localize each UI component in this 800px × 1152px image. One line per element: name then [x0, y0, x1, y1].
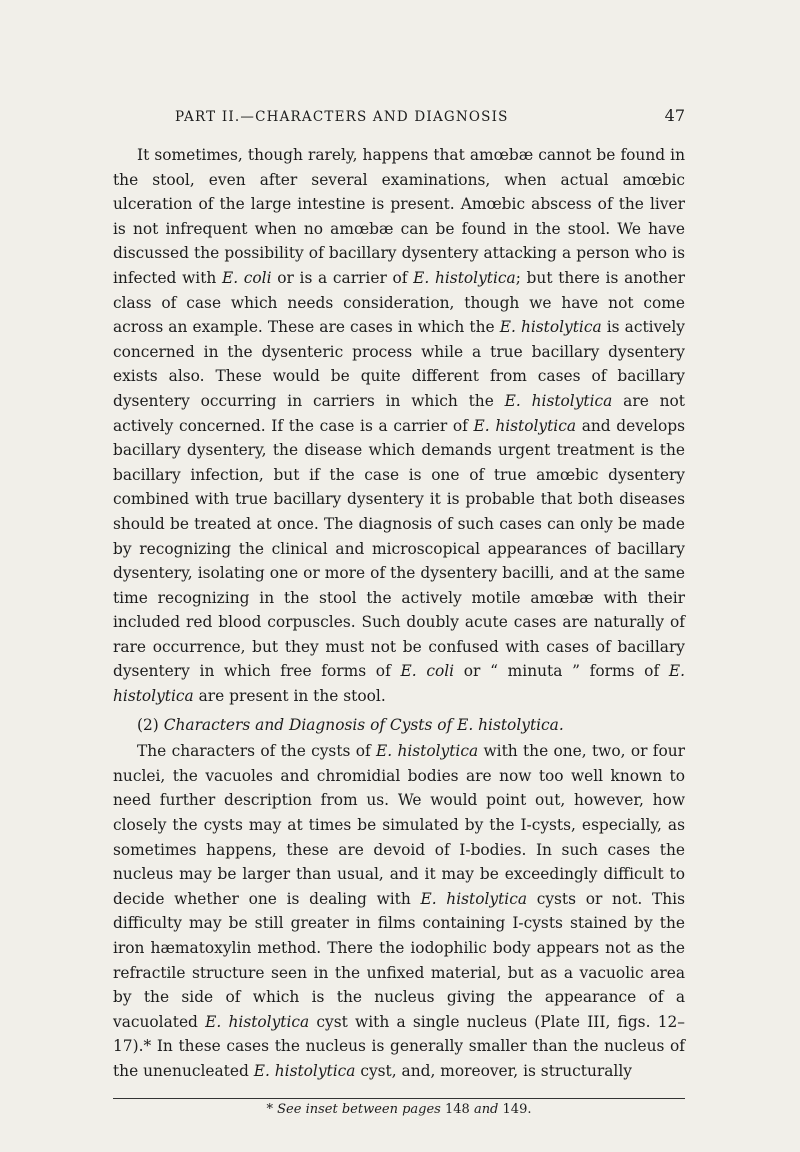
footnote-rule [113, 1098, 685, 1099]
footnote-and: and [473, 1102, 499, 1117]
species-name: E. histolytica [420, 889, 527, 908]
text-run: are present in the stool. [193, 687, 386, 706]
species-name: E. histolytica [473, 416, 577, 435]
text-run: cysts or not. This difficulty may be still greater in films containing I-cysts stained by the iron hæmatoxylin method. There the iodophilic body appears not as the refractile structure seen in the unfixed material, but as a vacuolic area by the side of which is the nucleus giving the appearance of a vacuolated [113, 889, 685, 1031]
text-run: The characters of the cysts of [137, 742, 376, 761]
running-header [175, 106, 685, 125]
text-run: with the one, two, or four nuclei, the vacuoles and chromidial bodies are now too well known to need further description from us. We would point out, however, how closely the cysts may at times be simulated by the I-cysts, especially, as sometimes happens, these are devoid of I-bodies. In such cases the nucleus may be larger than usual, and it may be exceedingly difficult to decide whether one is dealing with [113, 742, 685, 908]
species-name: E. coli [400, 662, 455, 681]
text-run: cyst with a single nucleus (Plate III, figs. 12–17).* In these cases the nucleus is generally smaller than the nucleus of the unenucleated [113, 1012, 685, 1080]
species-name: E. histolytica [376, 742, 479, 761]
text-run: and develops bacillary dysentery, the disease which demands urgent treatment is the bacillary infection, but if the case is one of true amœbic dysentery combined with true bacillary dysentery it is probable that both diseases should be treated at once. The diagnosis of such cases can only be made by recognizing the clinical and microscopical appearances of bacillary dysentery, isolating one or more of the dysentery bacilli, and at the same time recognizing in the stool the actively motile amœbæ with their included red blood corpuscles. Such doubly acute cases are naturally of rare occurrence, but they must not be confused with cases of bacillary dysentery in which free forms of [113, 416, 685, 681]
species-name: E. histolytica [113, 662, 685, 706]
species-name: E. histolytica [413, 268, 516, 287]
footnote-page: 149. [498, 1102, 532, 1117]
text-run: ; but there is another class of case which needs consideration, though we have not come across an example. These are cases in which the [113, 268, 685, 337]
species-name: E. histolytica [253, 1061, 356, 1080]
species-name: E. histolytica [499, 318, 602, 337]
text-run: are not actively concerned. If the case is a carrier of [113, 391, 685, 435]
footnote-italic: See inset between pages [277, 1102, 441, 1117]
paragraph-1 [113, 143, 685, 709]
paragraph-2 [113, 739, 685, 1083]
text-run: cyst, and, moreover, is structurally [355, 1061, 632, 1080]
section-number: (2) [137, 715, 164, 734]
species-name: E. histolytica [504, 391, 613, 410]
footnote-page: 148 [440, 1102, 474, 1117]
footnote [113, 1102, 685, 1117]
text-run: is actively concerned in the dysenteric process while a true bacillary dysentery exists also. These would be quite different from cases of bacillary dysentery occurring in carriers in which the [113, 318, 685, 410]
body-text [113, 143, 685, 1084]
footnote-marker: * [266, 1102, 278, 1117]
text-run: or “ minuta ” forms of [454, 662, 669, 681]
text-run: or is a carrier of [271, 268, 414, 287]
running-title: PART II.—CHARACTERS AND DIAGNOSIS [175, 109, 509, 125]
species-name: E. histolytica [205, 1012, 310, 1031]
page-number: 47 [664, 106, 685, 125]
text-run: It sometimes, though rarely, happens that amœbæ cannot be found in the stool, even after several examinations, when actual amœbic ulceration of the large intestine is present. Amœbic abscess of the liver is not infrequent when no amœbæ can be found in the stool. We have discussed the possibility of bacillary dysentery attacking a person who is infected with [113, 146, 685, 287]
section-title: Characters and Diagnosis of Cysts of E. histolytica. [163, 715, 564, 734]
species-name: E. coli [221, 268, 272, 287]
section-heading [113, 713, 685, 738]
